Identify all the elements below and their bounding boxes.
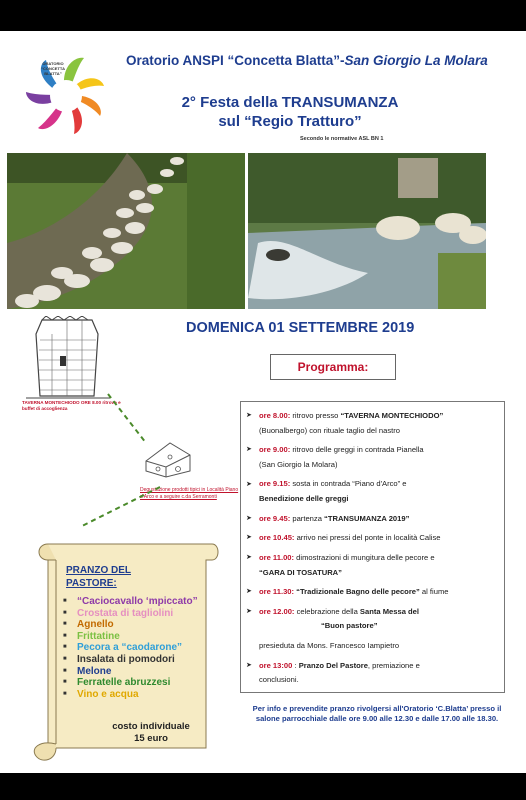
- organizer-name: [126, 53, 488, 68]
- schedule-time: ore 12.00:: [259, 606, 295, 616]
- menu-item: ■ Agnello: [63, 619, 198, 631]
- event-title-line1: 2° Festa della TRANSUMANZA: [181, 94, 399, 111]
- menu-item: ■ Vino e acqua: [63, 689, 198, 701]
- organizer-prefix: Oratorio ANSPI “Concetta Blatta”-: [126, 53, 345, 68]
- menu-item: ■ “Caciocavallo ‘mpiccato”: [63, 596, 198, 608]
- schedule-item: [259, 548, 498, 568]
- schedule-box: [240, 401, 505, 693]
- schedule-time: ore 11.00:: [259, 552, 295, 562]
- schedule-text: , premiazione e: [367, 660, 420, 670]
- menu-item: ■ Insalata di pomodori: [63, 654, 198, 666]
- schedule-highlight: “GARA DI TOSATURA”: [259, 567, 342, 577]
- cost-label: costo individuale: [112, 721, 190, 732]
- schedule-item: [259, 406, 498, 426]
- booking-info: Per info e prevendite pranzo rivolgersi all'Oratorio ‘C.Blatta’ presso il salone parrocchiale dalle ore 9.00 alle 12.30 e dalle 17.00 alle 18.30.: [252, 704, 502, 723]
- schedule-text: al fiume: [419, 587, 449, 597]
- lunch-title: PRANZO DEL PASTORE:: [66, 565, 131, 589]
- schedule-time: ore 8.00:: [259, 410, 291, 420]
- tower-caption: TAVERNA MONTECHIODO ORE 8.00 ritrovo e buffet di accoglienza: [22, 400, 121, 411]
- cost-value: 15 euro: [134, 733, 168, 744]
- schedule-text: (San Giorgio la Molara): [259, 459, 338, 469]
- schedule-highlight: Benedizione delle greggi: [259, 494, 349, 504]
- schedule-highlight: “TAVERNA MONTECHIODO”: [340, 410, 444, 420]
- schedule-time: ore 9.15:: [259, 479, 291, 489]
- sheep-flock-photo: [7, 153, 245, 309]
- schedule-text: partenza: [290, 513, 325, 523]
- schedule-item: [259, 602, 498, 622]
- sheep-river-crossing-photo: [248, 153, 486, 309]
- schedule-time: ore 10.45:: [259, 533, 295, 543]
- schedule-text: dimostrazioni di mungitura delle pecore e: [294, 552, 435, 562]
- schedule-highlight: “Tradizionale Bagno delle pecore”: [294, 587, 420, 597]
- schedule-item: [259, 528, 498, 548]
- schedule-highlight: “TRANSUMANZA 2019”: [324, 513, 410, 523]
- organizer-place: San Giorgio La Molara: [344, 53, 488, 68]
- menu-item: ■ Crostata di tagliolini: [63, 608, 198, 620]
- logo-text: [38, 61, 68, 76]
- schedule-item: [259, 460, 498, 475]
- schedule-item: [259, 440, 498, 460]
- tasting-caption: Degustazione prodotti tipici in Località Piano d'Arco e a seguire c.da Serramonti: [140, 487, 239, 500]
- lunch-menu: [63, 596, 198, 700]
- schedule-item: [259, 426, 498, 441]
- schedule-text: ritrovo presso: [290, 410, 341, 420]
- menu-item: ■ Pecora a “caodarone”: [63, 642, 198, 654]
- schedule-highlight: Santa Messa del: [359, 606, 419, 616]
- schedule-text: celebrazione della: [294, 606, 360, 616]
- schedule-time: ore 9.00:: [259, 445, 291, 455]
- schedule-time: ore 9.45:: [259, 513, 291, 523]
- schedule-text: (Buonalbergo) con rituale taglio del nastro: [259, 425, 400, 435]
- schedule-item: [259, 494, 498, 509]
- event-title-line2: sul “Regio Tratturo”: [218, 113, 362, 130]
- schedule-text: arrivo nei pressi del ponte in località Calise: [294, 533, 441, 543]
- schedule-item: [259, 656, 498, 676]
- schedule-time: ore 13:00: [259, 660, 293, 670]
- regulation-note: Secondo le normative ASL BN 1: [300, 136, 384, 142]
- schedule-item: [259, 582, 498, 602]
- lunch-cost: [96, 721, 206, 745]
- schedule-text: :: [292, 660, 299, 670]
- menu-item: ■ Melone: [63, 666, 198, 678]
- schedule-text: sosta in contrada “Piano d'Arco” e: [290, 479, 407, 489]
- event-date: DOMENICA 01 SETTEMBRE 2019: [186, 320, 415, 336]
- schedule-text: conclusioni.: [259, 675, 299, 685]
- program-heading: Programma:: [270, 354, 396, 380]
- flyer-page: [0, 31, 526, 773]
- schedule-item: [259, 475, 498, 495]
- schedule-item: [259, 568, 498, 583]
- event-title: [180, 93, 400, 131]
- menu-item: ■ Ferratelle abruzzesi: [63, 677, 198, 689]
- schedule-time: ore 11.30:: [259, 587, 295, 597]
- cheese-illustration: [140, 431, 202, 481]
- schedule-text: presieduta da Mons. Francesco Iampietro: [259, 640, 400, 650]
- schedule-item: [259, 675, 498, 690]
- schedule-item: [259, 621, 498, 636]
- tower-illustration: [22, 316, 114, 401]
- logo-text-line: ORATORIO: [42, 61, 64, 66]
- schedule-highlight: Pranzo Del Pastore: [298, 660, 368, 670]
- logo-text-line: “CONCETTA BLATTA”: [41, 66, 65, 76]
- menu-item: ■ Frittatine: [63, 631, 198, 643]
- schedule-highlight: “Buon pastore”: [321, 621, 378, 631]
- schedule-text: ritrovo delle greggi in contrada Pianella: [290, 445, 424, 455]
- schedule-item: [259, 509, 498, 529]
- schedule-item: [259, 636, 498, 656]
